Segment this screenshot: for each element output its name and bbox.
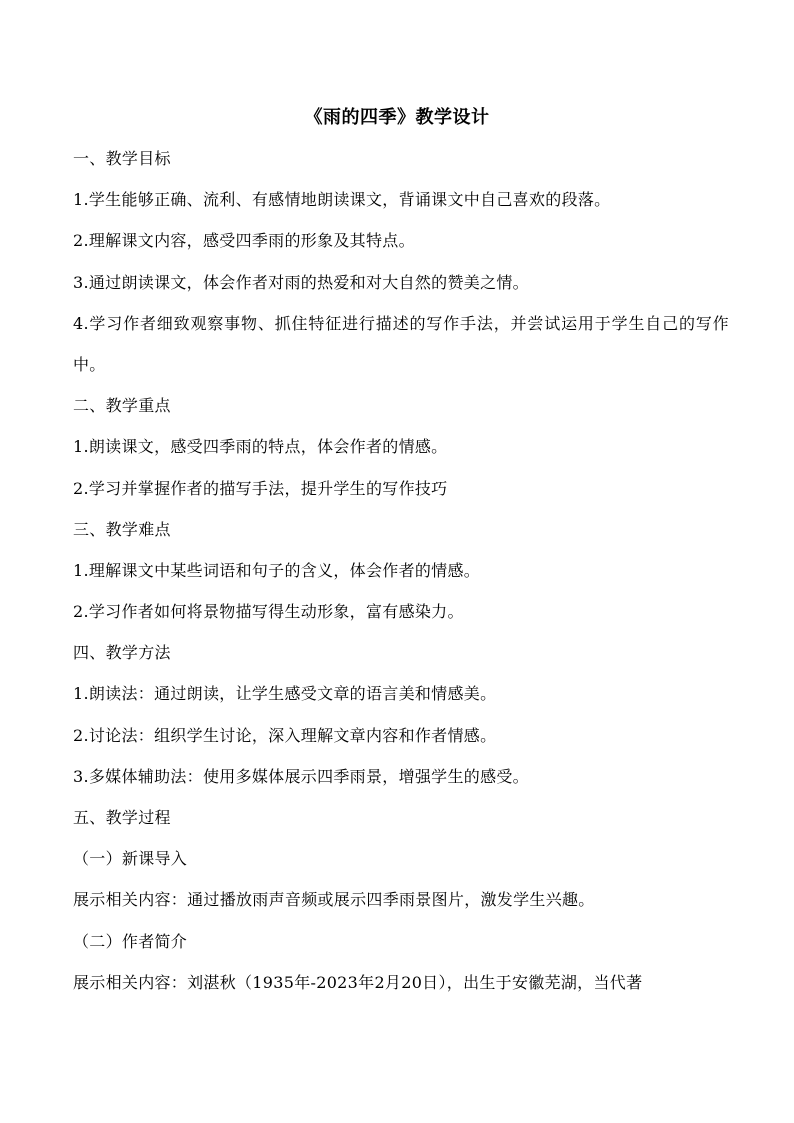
method-item-1: 1.朗读法：通过朗读，让学生感受文章的语言美和情感美。: [73, 684, 497, 704]
subsection-heading-author: （二）作者简介: [73, 931, 188, 951]
difficulty-item-1: 1.理解课文中某些词语和句子的含义，体会作者的情感。: [73, 560, 481, 580]
subsection-text-intro: 展示相关内容：通过播放雨声音频或展示四季雨景图片，激发学生兴趣。: [73, 890, 595, 910]
method-item-2: 2.讨论法：组织学生讨论，深入理解文章内容和作者情感。: [73, 725, 497, 745]
objective-item-1: 1.学生能够正确、流利、有感情地朗读课文，背诵课文中自己喜欢的段落。: [73, 190, 611, 210]
key-point-item-2: 2.学习并掌握作者的描写手法，提升学生的写作技巧: [73, 478, 448, 498]
objective-item-2: 2.理解课文内容，感受四季雨的形象及其特点。: [73, 231, 415, 251]
section-heading-difficulties: 三、教学难点: [73, 519, 171, 539]
subsection-heading-intro: （一）新课导入: [73, 849, 188, 869]
document-title: 《雨的四季》教学设计: [304, 107, 490, 128]
method-item-3: 3.多媒体辅助法：使用多媒体展示四季雨景，增强学生的感受。: [73, 766, 529, 786]
section-heading-process: 五、教学过程: [73, 808, 171, 828]
section-heading-methods: 四、教学方法: [73, 643, 171, 663]
section-heading-objectives: 一、教学目标: [73, 149, 171, 168]
objective-item-3: 3.通过朗读课文，体会作者对雨的热爱和对大自然的赞美之情。: [73, 272, 529, 292]
key-point-item-1: 1.朗读课文，感受四季雨的特点，体会作者的情感。: [73, 437, 448, 457]
difficulty-item-2: 2.学习作者如何将景物描写得生动形象，富有感染力。: [73, 602, 464, 622]
subsection-text-author: 展示相关内容：刘湛秋（1935年-2023年2月20日），出生于安徽芜湖，当代著: [73, 972, 643, 992]
document-body: [73, 147, 729, 1012]
section-heading-key-points: 二、教学重点: [73, 396, 171, 416]
objective-item-4: 4.学习作者细致观察事物、抓住特征进行描述的写作手法，并尝试运用于学生自己的写作中。: [73, 314, 729, 375]
